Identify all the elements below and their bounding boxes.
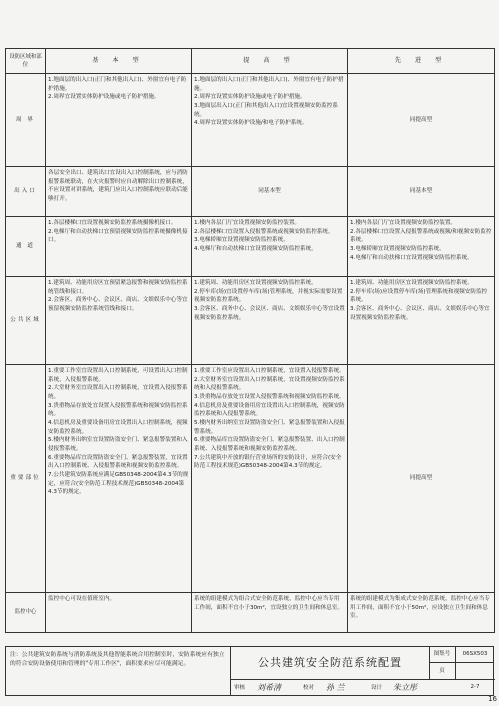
- list-item: 3.电梯轿厢宜设置视频安防监控系统。: [194, 237, 289, 244]
- header-enhanced: 提 高 型: [192, 49, 348, 74]
- list-item: 1.楼内各层门厅宜设置视频安防监控装置。: [350, 220, 457, 226]
- enhanced-cell: [192, 74, 348, 167]
- list-item: 4.周界宜设置实体防护设施/和电子防护系统。: [194, 120, 308, 127]
- list-item: 6.重要物品库宜设置防盗安全门、紧急报警装置、出入口控制系统、入侵报警系统和视频安防监控系统。: [194, 437, 345, 452]
- area-cell: 周 界: [6, 74, 46, 167]
- list-item: 3.贵重物品存放处宜设置入侵报警系统和视频安防监控系统。: [48, 402, 188, 418]
- list-item: 4.电梯厅和自动扶梯口宜设置视频安防监控系统。: [194, 245, 317, 252]
- basic-cell: [46, 217, 192, 277]
- check-label: 校对: [303, 685, 315, 691]
- list-item: 3.地面层出入口(正门和其他出入口)宜设置视频安防监控系统。: [194, 102, 338, 118]
- basic-cell: [46, 365, 192, 593]
- list-item: 1.建筑周、功能用房区宜预留紧急报警和视频安防监控系统管线和接口。: [48, 280, 188, 295]
- area-cell: 重要部位: [6, 365, 46, 593]
- security-config-table: [5, 48, 495, 633]
- enhanced-cell: 同基本型: [192, 167, 348, 217]
- list-item: 2.周界宜设置实体防护设施或电子防护措施。: [48, 94, 160, 101]
- enhanced-cell: [192, 277, 348, 365]
- basic-cell: [46, 167, 192, 217]
- area-cell: 公共区域: [6, 277, 46, 365]
- check-signature: 孙 兰: [326, 683, 345, 692]
- enhanced-cell: [192, 365, 348, 593]
- list-item: 2.停车库(场)应设置停车库(场)管理系统和视频安防监控系统。: [350, 288, 488, 304]
- drawing-title: 公共建筑安全防范系统配置: [230, 647, 430, 679]
- header-area: 设防区域和部位: [6, 49, 46, 74]
- list-item: 1.各层楼梯口宜设置视频安防监控系统摄像机接口。: [48, 220, 177, 226]
- design-label: 设计: [371, 685, 383, 691]
- page-value: 2-7: [470, 684, 480, 690]
- list-item: 4.电梯厅和自动扶梯口宜设置视频安防监控系统。: [350, 254, 473, 261]
- area-cell: 监控中心: [6, 593, 46, 633]
- advanced-cell: 同提高型: [348, 74, 495, 167]
- list-item: 1.重要工作室宜设置出入口控制系统，可设置出入口控制系统，入侵报警系统。: [48, 368, 188, 383]
- list-item: 2.停车库(场)宜设置停车库(场)管理系统，并视实际需要设置视频安防监控系统。: [194, 288, 343, 304]
- table-row: [6, 593, 495, 633]
- list-item: 2.大堂财务室宜设置出入口控制系统，宜设置视频安防监控系统和入侵报警系统。: [194, 376, 345, 392]
- table-row: [6, 277, 495, 365]
- list-item: 监控中心可设在值班室内。: [48, 596, 116, 602]
- footer-note: 注：公共建筑安防系统与消防系统及其他智能系统合用控制室时，安防系统应有独立的符合安防设备使用和管理的"专用工作区"，面积要求应尽可能满足。: [10, 652, 225, 668]
- page-label: 页: [429, 663, 456, 679]
- atlas-code-label: 图集号: [429, 647, 456, 663]
- list-item: 4.信息机房及重要设备用房宜设置出入口控制系统，视频安防监控系统和入侵报警系统。: [194, 402, 345, 418]
- basic-cell: [46, 277, 192, 365]
- header-basic: 基 本 型: [46, 49, 192, 74]
- list-item: 3.会客区、商务中心、会议区、商店、文娱娱乐中心等宜设置视频安防监控系统。: [350, 305, 490, 321]
- list-item: 1.地面层的出入口(正门和其他出入口)、外窗宜有电子防护措施。: [194, 77, 344, 92]
- table-header-row: [6, 49, 495, 74]
- list-item: 2.各层楼梯口宜设置入侵报警系统或视频安防监控系统。: [194, 228, 334, 235]
- advanced-cell: 同提高型: [348, 365, 495, 593]
- list-item: 系统的组建模式为集成式安全防范系统，监控中心应当专用工作间，面积不宜小于50m²，应设独立卫生间和休息室。: [350, 596, 490, 620]
- design-signature: 朱立彤: [393, 683, 417, 692]
- review-signature: 刘希清: [257, 683, 281, 692]
- advanced-cell: [348, 277, 495, 365]
- advanced-cell: 同基本型: [348, 167, 495, 217]
- list-item: 2.周界宜设置实体防护设施或电子防护措施。: [194, 94, 306, 101]
- advanced-cell: [348, 593, 495, 633]
- list-item: 1.楼内各层门厅宜设置视频安防监控装置。: [194, 220, 301, 226]
- list-item: 2.大堂财务室宜设置出入口控制系统，宜设置入侵报警系统。: [48, 385, 188, 400]
- document-sheet: [5, 6, 494, 698]
- advanced-cell: [348, 217, 495, 277]
- title-box: [230, 647, 494, 695]
- list-item: 1.地面层的出入口(正门和其他出入口)、外窗宜有电子防护措施。: [48, 77, 187, 92]
- list-item: 5.楼内财务出纳室宜设置防盗安全门、紧急报警装置和入侵报警系统。: [194, 419, 345, 435]
- list-item: 3.会客区、商务中心、会议区、商店、文娱娱乐中心等宜设置视频安防监控系统。: [194, 305, 345, 321]
- list-item: 系统的组建模式为组合式安全防范系统，监控中心应当专用工作间，面积不宜小于30m²，宜设独立的卫生间和休息室。: [194, 596, 344, 611]
- atlas-code-value: 06SX503: [456, 647, 494, 663]
- list-item: 1.建筑周、功能用房区宜设置视频安防监控系统。: [194, 280, 317, 286]
- list-item: 7.公共建筑安防系统应满足GB50348-2004第4.3节的规定，应符合(安全防范工程技术规范)GB50348-2004第4.3节的规定。: [48, 471, 189, 496]
- area-cell: 通 道: [6, 217, 46, 277]
- header-advanced: 先 进 型: [348, 49, 495, 74]
- basic-cell: [46, 74, 192, 167]
- list-item: 2.电梯厅和自动扶梯口宜预留视频安防监控系统摄像机接口。: [48, 228, 188, 244]
- list-item: 各层安全出口、建筑出口宜设出入口控制系统，应与消防报警系统联动，在火灾报警时应自动解除出口控制系统，不应设置对讲系统，建筑门应出入口控制系统应联动后能够打开。: [48, 170, 188, 202]
- basic-cell: [46, 593, 192, 633]
- enhanced-cell: [192, 217, 348, 277]
- list-item: 3.贵重物品存放处宜设置入侵报警系统和视频安防监控系统。: [194, 393, 345, 400]
- table-row: [6, 74, 495, 167]
- list-item: 2.会客区、商务中心、会议区、商店、文娱娱乐中心等宜预留视频安防监控系统管线和接口。: [48, 297, 188, 312]
- list-item: 6.重要物品库宜设置防盗安全门、紧急报警装置，宜设置出入口控制系统、入侵报警系统和视频安防监控系统。: [48, 454, 188, 470]
- table-row: [6, 217, 495, 277]
- list-item: 7.公共建筑中开放的银行营业场所的安防设计，应符合(安全防范工程技术规范)GB50348-2004第4.3节的规定。: [194, 454, 342, 470]
- list-item: 1.建筑周、功能用房区宜设置视频安防监控系统。: [350, 280, 473, 286]
- table-row: [6, 365, 495, 593]
- enhanced-cell: [192, 593, 348, 633]
- review-label: 审核: [234, 685, 246, 691]
- list-item: 1.重要工作室应设置出入口控制系统，宜设置入侵报警系统。: [194, 368, 345, 374]
- title-block: [5, 646, 494, 696]
- page-number: 16: [488, 695, 497, 703]
- list-item: 5.楼内财务出纳室宜设置防盗安全门、紧急报警装置和入侵报警系统。: [48, 437, 188, 452]
- list-item: 4.信息机房及重要设备用房宜设置出入口控制系统，视频安防监控系统。: [48, 419, 188, 435]
- list-item: 3.电梯轿厢宜设置视频安防监控系统。: [350, 245, 445, 252]
- list-item: 2.各层楼梯口宜设置入侵报警系统或视频/和视频安防监控系统。: [350, 228, 492, 244]
- area-cell: 出入口: [6, 167, 46, 217]
- table-row: [6, 167, 495, 217]
